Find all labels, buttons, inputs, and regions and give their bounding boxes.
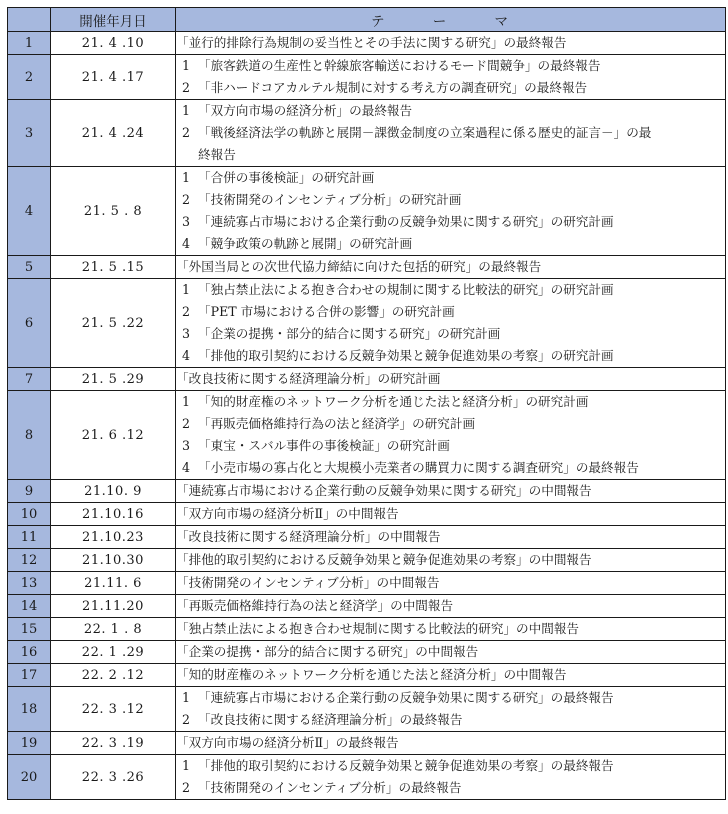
row-number: 2: [8, 55, 51, 100]
row-number: 19: [8, 732, 51, 755]
theme-item: [176, 55, 725, 77]
meeting-date: 21. 5 .29: [51, 368, 176, 391]
theme-item: [176, 595, 725, 617]
table-row: [8, 549, 726, 572]
meeting-date: 22. 3 .26: [51, 755, 176, 800]
item-number: 1: [182, 58, 191, 73]
row-number: 8: [8, 391, 51, 480]
table-row: [8, 664, 726, 687]
item-text: 「技術開発のインセンティブ分析」の研究計画: [198, 192, 462, 207]
theme-item: [176, 709, 725, 731]
meeting-date: 21.10. 9: [51, 480, 176, 503]
theme-item: [176, 755, 725, 777]
theme-item: [176, 664, 725, 686]
item-text: 「連続寡占市場における企業行動の反競争効果に関する研究」の中間報告: [176, 483, 592, 498]
meeting-date: 21. 5 . 8: [51, 167, 176, 256]
theme-cell: [176, 167, 726, 256]
item-number: 4: [182, 348, 191, 363]
header-row: [8, 8, 726, 32]
item-text: 「非ハードコアカルテル規制に対する考え方の調査研究」の最終報告: [198, 80, 588, 95]
table-row: [8, 503, 726, 526]
theme-cell: [176, 503, 726, 526]
meeting-date: 21. 5 .22: [51, 279, 176, 368]
theme-item: [176, 368, 725, 390]
item-text: 「競争政策の軌跡と展開」の研究計画: [198, 236, 413, 251]
theme-item: [176, 687, 725, 709]
theme-item: [176, 618, 725, 640]
item-number: 4: [182, 236, 191, 251]
theme-cell: [176, 32, 726, 55]
theme-item: [176, 77, 725, 99]
theme-item: [176, 480, 725, 502]
theme-item: [176, 323, 725, 345]
item-text: 「企業の提携・部分的結合に関する研究」の研究計画: [198, 326, 501, 341]
table-row: [8, 755, 726, 800]
item-text: 「双方向市場の経済分析Ⅱ」の最終報告: [176, 735, 399, 750]
item-text: 「PET 市場における合併の影響」の研究計画: [198, 304, 455, 319]
theme-cell: [176, 618, 726, 641]
meeting-date: 21.11. 6: [51, 572, 176, 595]
theme-item: [176, 435, 725, 457]
theme-item: [176, 503, 725, 525]
item-text: 「改良技術に関する経済理論分析」の研究計画: [176, 371, 441, 386]
meeting-date: 21. 4 .17: [51, 55, 176, 100]
item-number: 1: [182, 690, 191, 705]
row-number: 14: [8, 595, 51, 618]
item-number: 3: [182, 438, 191, 453]
table-body: [8, 32, 726, 800]
item-text: 「再販売価格維持行為の法と経済学」の中間報告: [176, 598, 454, 613]
item-text: 「双方向市場の経済分析Ⅱ」の中間報告: [176, 506, 399, 521]
theme-item: [176, 167, 725, 189]
item-text: 「並行的排除行為規制の妥当性とその手法に関する研究」の最終報告: [176, 35, 567, 50]
item-text: 「改良技術に関する経済理論分析」の中間報告: [176, 529, 441, 544]
theme-item: [176, 345, 725, 367]
table-row: [8, 256, 726, 279]
meeting-date: 22. 1 . 8: [51, 618, 176, 641]
theme-item: [176, 122, 725, 144]
table-row: [8, 391, 726, 480]
theme-item: [176, 279, 725, 301]
theme-cell: [176, 256, 726, 279]
item-number: 2: [182, 125, 191, 140]
theme-item: [176, 32, 725, 54]
item-number: 1: [182, 758, 191, 773]
table-row: [8, 100, 726, 167]
theme-cell: [176, 572, 726, 595]
table-row: [8, 687, 726, 732]
item-text: 「合併の事後検証」の研究計画: [198, 170, 375, 185]
item-number: 1: [182, 282, 191, 297]
item-number: 1: [182, 170, 191, 185]
item-text: 「独占禁止法による抱き合わせの規制に関する比較法的研究」の研究計画: [198, 282, 614, 297]
item-number: 2: [182, 80, 191, 95]
item-text: 「排他的取引契約における反競争効果と競争促進効果の考察」の最終報告: [198, 758, 614, 773]
theme-cell: [176, 687, 726, 732]
meeting-schedule-table: [7, 7, 726, 800]
table-row: [8, 167, 726, 256]
row-number: 17: [8, 664, 51, 687]
meeting-date: 22. 3 .19: [51, 732, 176, 755]
theme-cell: [176, 755, 726, 800]
item-number: 3: [182, 326, 191, 341]
table-row: [8, 526, 726, 549]
item-text: 「知的財産権のネットワーク分析を通じた法と経済分析」の研究計画: [198, 394, 589, 409]
item-number: 2: [182, 780, 191, 795]
row-number: 16: [8, 641, 51, 664]
theme-cell: [176, 664, 726, 687]
theme-item: [176, 641, 725, 663]
item-number: 1: [182, 394, 191, 409]
meeting-date: 21.10.30: [51, 549, 176, 572]
theme-item: [176, 413, 725, 435]
theme-item: [176, 572, 725, 594]
meeting-date: 21. 4 .24: [51, 100, 176, 167]
item-text: 「独占禁止法による抱き合わせ規制に関する比較法的研究」の中間報告: [176, 621, 579, 636]
item-text: 「技術開発のインセンティブ分析」の中間報告: [176, 575, 440, 590]
item-text: 「旅客鉄道の生産性と幹線旅客輸送におけるモード間競争」の最終報告: [198, 58, 601, 73]
header-no: [8, 8, 51, 32]
row-number: 13: [8, 572, 51, 595]
row-number: 15: [8, 618, 51, 641]
meeting-date: 22. 3 .12: [51, 687, 176, 732]
row-number: 1: [8, 32, 51, 55]
meeting-date: 21.10.16: [51, 503, 176, 526]
meeting-date: 21. 6 .12: [51, 391, 176, 480]
theme-item: [176, 301, 725, 323]
row-number: 7: [8, 368, 51, 391]
theme-cell: [176, 732, 726, 755]
row-number: 12: [8, 549, 51, 572]
meeting-date: 21. 4 .10: [51, 32, 176, 55]
table-row: [8, 732, 726, 755]
item-number: 2: [182, 304, 191, 319]
theme-item: [176, 526, 725, 548]
meeting-date: 21. 5 .15: [51, 256, 176, 279]
header-theme: テ ー マ: [176, 8, 726, 32]
item-number: 4: [182, 460, 191, 475]
item-text: 「連続寡占市場における企業行動の反競争効果に関する研究」の研究計画: [198, 214, 614, 229]
row-number: 3: [8, 100, 51, 167]
meeting-date: 21.11.20: [51, 595, 176, 618]
theme-item: [176, 549, 725, 571]
theme-item: [176, 100, 725, 122]
item-number: 2: [182, 712, 191, 727]
item-text: 「連続寡占市場における企業行動の反競争効果に関する研究」の最終報告: [198, 690, 614, 705]
row-number: 18: [8, 687, 51, 732]
table-row: [8, 618, 726, 641]
meeting-date: 21.10.23: [51, 526, 176, 549]
table-row: [8, 32, 726, 55]
item-text: 「技術開発のインセンティブ分析」の最終報告: [198, 780, 462, 795]
theme-cell: [176, 100, 726, 167]
row-number: 5: [8, 256, 51, 279]
item-text: 「小売市場の寡占化と大規模小売業者の購買力に関する調査研究」の最終報告: [198, 460, 639, 475]
row-number: 4: [8, 167, 51, 256]
item-text: 「再販売価格維持行為の法と経済学」の研究計画: [198, 416, 476, 431]
item-text: 「排他的取引契約における反競争効果と競争促進効果の考察」の中間報告: [176, 552, 592, 567]
table-row: [8, 572, 726, 595]
theme-cell: [176, 279, 726, 368]
item-number: 2: [182, 192, 191, 207]
item-text: 「企業の提携・部分的結合に関する研究」の中間報告: [176, 644, 479, 659]
theme-item: [176, 189, 725, 211]
row-number: 10: [8, 503, 51, 526]
theme-cell: [176, 595, 726, 618]
theme-cell: [176, 526, 726, 549]
item-text: 「外国当局との次世代協力締結に向けた包括的研究」の最終報告: [176, 259, 542, 274]
item-number: 3: [182, 214, 191, 229]
meeting-date: 22. 1 .29: [51, 641, 176, 664]
theme-item: [176, 211, 725, 233]
item-text: 「戦後経済法学の軌跡と展開－課徴金制度の立案過程に係る歴史的証言－」の最: [198, 125, 652, 140]
item-text: 「改良技術に関する経済理論分析」の最終報告: [198, 712, 463, 727]
item-text: 「双方向市場の経済分析」の最終報告: [198, 103, 413, 118]
table-row: [8, 641, 726, 664]
theme-item: [176, 457, 725, 479]
item-number: 2: [182, 416, 191, 431]
row-number: 9: [8, 480, 51, 503]
theme-cell: [176, 55, 726, 100]
theme-item: [176, 256, 725, 278]
table-row: [8, 55, 726, 100]
theme-cell: [176, 480, 726, 503]
row-number: 11: [8, 526, 51, 549]
theme-item: [176, 732, 725, 754]
theme-item: [176, 233, 725, 255]
theme-cell: [176, 549, 726, 572]
theme-cell: [176, 391, 726, 480]
item-text: 「知的財産権のネットワーク分析を通じた法と経済分析」の中間報告: [176, 667, 567, 682]
table-row: [8, 480, 726, 503]
table-row: [8, 368, 726, 391]
row-number: 20: [8, 755, 51, 800]
theme-cell: [176, 641, 726, 664]
theme-item: [176, 391, 725, 413]
item-text-continuation: 終報告: [198, 147, 236, 162]
table-row: [8, 279, 726, 368]
item-text: 「排他的取引契約における反競争効果と競争促進効果の考察」の研究計画: [198, 348, 614, 363]
item-number: 1: [182, 103, 191, 118]
item-text: 「東宝・スバル事件の事後検証」の研究計画: [198, 438, 450, 453]
meeting-date: 22. 2 .12: [51, 664, 176, 687]
table-row: [8, 595, 726, 618]
row-number: 6: [8, 279, 51, 368]
theme-cell: [176, 368, 726, 391]
header-date: 開催年月日: [51, 8, 176, 32]
theme-item: [176, 777, 725, 799]
